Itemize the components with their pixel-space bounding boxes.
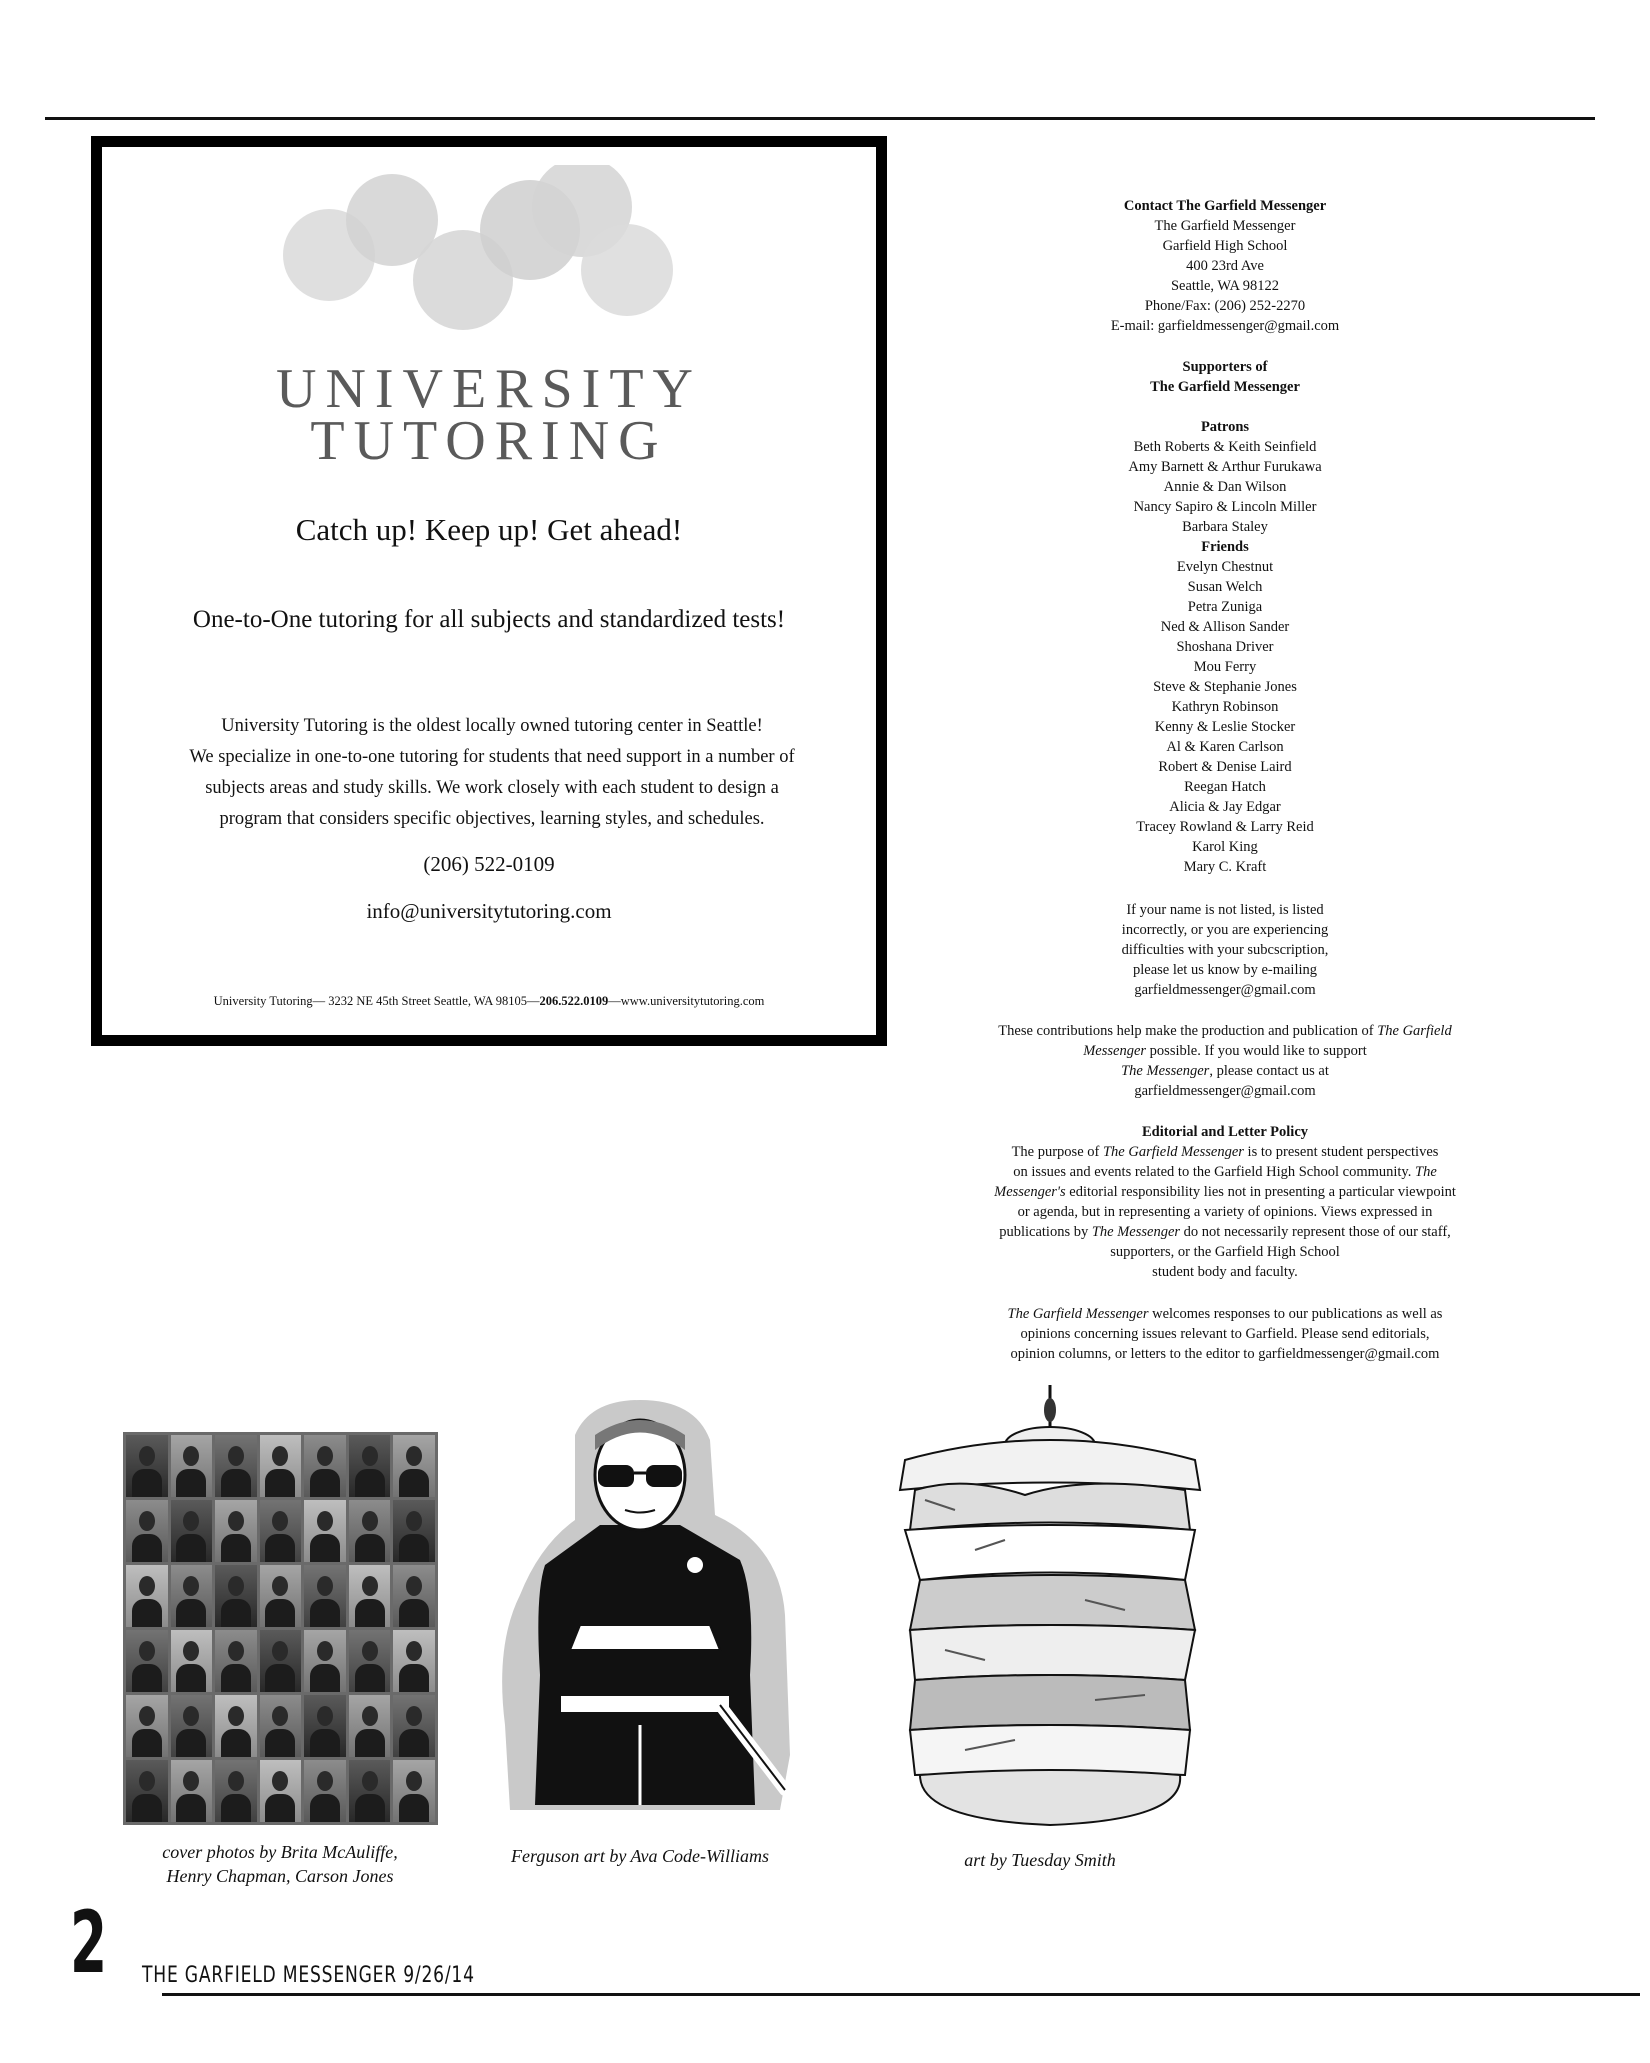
collage-person-silhouette [139, 1771, 155, 1791]
friend-name: Kathryn Robinson [1171, 699, 1279, 715]
collage-person-silhouette [228, 1641, 244, 1661]
collage-person-silhouette [317, 1771, 333, 1791]
collage-photo-tile [304, 1695, 346, 1757]
collage-photo-tile [260, 1435, 302, 1497]
collage-person-silhouette [132, 1664, 162, 1692]
collage-person-silhouette [183, 1511, 199, 1531]
collage-photo-tile [171, 1760, 213, 1822]
collage-person-silhouette [139, 1706, 155, 1726]
collage-photo-tile [171, 1435, 213, 1497]
collage-person-silhouette [362, 1576, 378, 1596]
collage-photo-tile [349, 1565, 391, 1627]
patron-name: Barbara Staley [1182, 519, 1268, 535]
collage-person-silhouette [221, 1469, 251, 1497]
sandwich-caption: art by Tuesday Smith [964, 1850, 1116, 1870]
patron-name: Annie & Dan Wilson [1163, 479, 1287, 495]
notice-line: please let us know by e-mailing [1132, 962, 1318, 978]
contact-line: Seattle, WA 98122 [1170, 278, 1280, 294]
collage-person-silhouette [406, 1771, 422, 1791]
collage-person-silhouette [310, 1729, 340, 1757]
supporters-block [940, 357, 1510, 877]
collage-photo-tile [171, 1630, 213, 1692]
collage-person-silhouette [176, 1794, 206, 1822]
collage-photo-tile [215, 1630, 257, 1692]
friend-name: Susan Welch [1187, 579, 1263, 595]
ad-logo-line-2: TUTORING [310, 410, 668, 472]
collage-photo-tile [215, 1565, 257, 1627]
collage-person-silhouette [399, 1534, 429, 1562]
collage-photo-tile [215, 1500, 257, 1562]
collage-photo-tile [304, 1500, 346, 1562]
friend-name: Reegan Hatch [1184, 779, 1266, 795]
collage-person-silhouette [362, 1446, 378, 1466]
patron-name: Beth Roberts & Keith Seinfield [1133, 439, 1317, 455]
collage-photo-tile [393, 1565, 435, 1627]
ad-footer-phone: 206.522.0109 [539, 994, 609, 1008]
policy-text: or agenda, but in representing a variety of opinions. Views expressed in [1017, 1204, 1433, 1220]
collage-photo-tile [304, 1630, 346, 1692]
collage-person-silhouette [265, 1794, 295, 1822]
photo-caption-line: cover photos by Brita McAuliffe, [162, 1842, 398, 1862]
collage-person-silhouette [272, 1771, 288, 1791]
collage-person-silhouette [221, 1729, 251, 1757]
ad-footer-address: University Tutoring— 3232 NE 45th Street Seattle, WA 98105— [213, 994, 540, 1008]
collage-person-silhouette [139, 1511, 155, 1531]
collage-person-silhouette [355, 1599, 385, 1627]
running-head: THE GARFIELD MESSENGER 9/26/14 [142, 1963, 475, 1988]
collage-photo-tile [126, 1500, 168, 1562]
collage-photo-tile [349, 1500, 391, 1562]
photo-caption-line: Henry Chapman, Carson Jones [166, 1866, 394, 1886]
university-tutoring-ad [91, 136, 887, 1046]
collage-person-silhouette [317, 1641, 333, 1661]
ferguson-officer-illustration [480, 1395, 800, 1815]
policy-text: student body and faculty. [1152, 1264, 1298, 1280]
ad-logo-line-1: UNIVERSITY [276, 358, 702, 420]
collage-person-silhouette [399, 1664, 429, 1692]
collage-person-silhouette [362, 1511, 378, 1531]
collage-photo-tile [393, 1435, 435, 1497]
welcome-italic: The Garfield Messenger [1007, 1306, 1149, 1322]
contrib-italic: The Garfield [1377, 1023, 1452, 1039]
collage-photo-tile [260, 1760, 302, 1822]
ad-footer-website: —www.universitytutoring.com [608, 994, 765, 1008]
collage-person-silhouette [228, 1511, 244, 1531]
collage-person-silhouette [272, 1511, 288, 1531]
contributions-block [920, 1021, 1530, 1101]
contrib-text: These contributions help make the production and publication of [998, 1023, 1378, 1039]
collage-person-silhouette [317, 1576, 333, 1596]
policy-italic: Messenger's [994, 1184, 1066, 1200]
notice-line: garfieldmessenger@gmail.com [1134, 982, 1316, 998]
collage-person-silhouette [176, 1729, 206, 1757]
collage-person-silhouette [406, 1576, 422, 1596]
collage-person-silhouette [362, 1641, 378, 1661]
editorial-policy [920, 1122, 1530, 1282]
collage-person-silhouette [176, 1664, 206, 1692]
contact-line: Garfield High School [1162, 238, 1288, 254]
collage-photo-tile [171, 1565, 213, 1627]
collage-photo-tile [393, 1695, 435, 1757]
collage-person-silhouette [221, 1599, 251, 1627]
collage-photo-tile [393, 1630, 435, 1692]
collage-person-silhouette [272, 1641, 288, 1661]
friend-name: Kenny & Leslie Stocker [1154, 719, 1296, 735]
collage-person-silhouette [132, 1794, 162, 1822]
collage-photo-tile [126, 1630, 168, 1692]
collage-person-silhouette [406, 1641, 422, 1661]
friend-name: Al & Karen Carlson [1166, 739, 1284, 755]
contact-line: Phone/Fax: (206) 252-2270 [1144, 298, 1306, 314]
collage-photo-tile [126, 1760, 168, 1822]
collage-person-silhouette [265, 1729, 295, 1757]
collage-person-silhouette [362, 1771, 378, 1791]
collage-person-silhouette [310, 1534, 340, 1562]
collage-photo-tile [349, 1630, 391, 1692]
page-number: 2 [70, 1893, 108, 1993]
collage-photo-tile [171, 1500, 213, 1562]
collage-person-silhouette [399, 1469, 429, 1497]
subscription-notice [940, 900, 1510, 1000]
policy-text: do not necessarily represent those of our staff, [1180, 1224, 1451, 1240]
friend-name: Shoshana Driver [1176, 639, 1274, 655]
friend-name: Alicia & Jay Edgar [1169, 799, 1281, 815]
supporters-heading: The Garfield Messenger [1150, 379, 1300, 395]
collage-photo-tile [349, 1695, 391, 1757]
collage-person-silhouette [317, 1511, 333, 1531]
collage-person-silhouette [272, 1706, 288, 1726]
collage-person-silhouette [228, 1771, 244, 1791]
ad-body-line: subjects areas and study skills. We work closely with each student to design a [205, 778, 779, 798]
contact-block [940, 196, 1510, 336]
collage-photo-tile [260, 1695, 302, 1757]
welcome-text: welcomes responses to our publications as well as [1148, 1306, 1443, 1322]
collage-person-silhouette [265, 1599, 295, 1627]
collage-person-silhouette [183, 1641, 199, 1661]
top-rule [45, 117, 1595, 120]
collage-person-silhouette [317, 1706, 333, 1726]
collage-photo-tile [349, 1760, 391, 1822]
contact-heading: Contact The Garfield Messenger [1123, 198, 1327, 214]
collage-person-silhouette [310, 1794, 340, 1822]
collage-person-silhouette [362, 1706, 378, 1726]
collage-person-silhouette [406, 1446, 422, 1466]
contact-line: The Garfield Messenger [1154, 218, 1296, 234]
photo-caption [110, 1840, 450, 1888]
policy-heading: Editorial and Letter Policy [1141, 1124, 1309, 1140]
collage-photo-tile [304, 1565, 346, 1627]
collage-person-silhouette [132, 1534, 162, 1562]
ad-footer [102, 994, 876, 1009]
cover-photo-collage [123, 1432, 438, 1825]
collage-person-silhouette [310, 1664, 340, 1692]
collage-person-silhouette [183, 1446, 199, 1466]
ad-slogan: Catch up! Keep up! Get ahead! [295, 512, 683, 547]
ad-body-line: We specialize in one-to-one tutoring for students that need support in a number of [189, 747, 795, 767]
welcome-text: opinions concerning issues relevant to Garfield. Please send editorials, [1020, 1326, 1430, 1342]
policy-text: on issues and events related to the Garfield High School community. [1013, 1164, 1415, 1180]
collage-person-silhouette [183, 1706, 199, 1726]
friends-heading: Friends [1201, 539, 1249, 555]
collage-person-silhouette [221, 1664, 251, 1692]
contrib-italic: Messenger [1083, 1043, 1147, 1059]
collage-photo-tile [126, 1695, 168, 1757]
contrib-text: , please contact us at [1209, 1063, 1329, 1079]
collage-photo-tile [215, 1435, 257, 1497]
collage-person-silhouette [183, 1771, 199, 1791]
friend-name: Karol King [1192, 839, 1258, 855]
policy-text: The purpose of [1011, 1144, 1103, 1160]
collage-person-silhouette [265, 1664, 295, 1692]
collage-person-silhouette [272, 1446, 288, 1466]
contact-line: 400 23rd Ave [1186, 258, 1264, 274]
bottom-rule [162, 1993, 1640, 1996]
collage-person-silhouette [355, 1534, 385, 1562]
collage-person-silhouette [399, 1729, 429, 1757]
collage-person-silhouette [176, 1469, 206, 1497]
collage-photo-tile [126, 1565, 168, 1627]
collage-person-silhouette [183, 1576, 199, 1596]
collage-person-silhouette [221, 1534, 251, 1562]
patron-name: Nancy Sapiro & Lincoln Miller [1133, 499, 1317, 515]
collage-person-silhouette [228, 1446, 244, 1466]
collage-photo-tile [304, 1760, 346, 1822]
collage-person-silhouette [221, 1794, 251, 1822]
collage-person-silhouette [406, 1511, 422, 1531]
collage-photo-tile [349, 1435, 391, 1497]
collage-person-silhouette [310, 1599, 340, 1627]
policy-text: publications by [999, 1224, 1092, 1240]
welcome-text: opinion columns, or letters to the editor to garfieldmessenger@gmail.com [1010, 1346, 1440, 1362]
collage-photo-tile [393, 1500, 435, 1562]
collage-person-silhouette [132, 1469, 162, 1497]
supporters-heading: Supporters of [1182, 359, 1268, 375]
friend-name: Mou Ferry [1193, 659, 1257, 675]
patrons-heading: Patrons [1200, 419, 1250, 435]
collage-person-silhouette [272, 1576, 288, 1596]
friend-name: Robert & Denise Laird [1158, 759, 1292, 775]
collage-person-silhouette [355, 1664, 385, 1692]
ad-body-line: program that considers specific objectives, learning styles, and schedules. [219, 809, 765, 829]
policy-italic: The Messenger [1091, 1224, 1181, 1240]
contrib-italic: The Messenger [1121, 1063, 1210, 1079]
patron-name: Amy Barnett & Arthur Furukawa [1128, 459, 1322, 475]
contrib-email: garfieldmessenger@gmail.com [1134, 1083, 1316, 1099]
policy-italic: The [1415, 1164, 1437, 1180]
policy-text: is to present student perspectives [1243, 1144, 1439, 1160]
welcome-block [920, 1304, 1530, 1364]
friend-name: Mary C. Kraft [1183, 859, 1267, 875]
friend-name: Tracey Rowland & Larry Reid [1136, 819, 1314, 835]
collage-person-silhouette [132, 1599, 162, 1627]
collage-person-silhouette [355, 1469, 385, 1497]
notice-line: If your name is not listed, is listed [1126, 902, 1324, 918]
collage-person-silhouette [310, 1469, 340, 1497]
collage-person-silhouette [132, 1729, 162, 1757]
collage-photo-tile [393, 1760, 435, 1822]
notice-line: incorrectly, or you are experiencing [1121, 922, 1329, 938]
ad-email: info@universitytutoring.com [366, 899, 612, 923]
collage-person-silhouette [228, 1576, 244, 1596]
collage-person-silhouette [139, 1446, 155, 1466]
logo-bubbles-icon [267, 165, 717, 345]
collage-photo-tile [260, 1565, 302, 1627]
policy-italic: The Garfield Messenger [1102, 1144, 1244, 1160]
ad-subheading: One-to-One tutoring for all subjects and standardized tests! [192, 606, 786, 633]
collage-person-silhouette [399, 1599, 429, 1627]
contact-line: E-mail: garfieldmessenger@gmail.com [1110, 318, 1340, 334]
collage-person-silhouette [317, 1446, 333, 1466]
collage-photo-tile [171, 1695, 213, 1757]
collage-photo-tile [260, 1500, 302, 1562]
collage-person-silhouette [399, 1794, 429, 1822]
collage-person-silhouette [176, 1599, 206, 1627]
policy-text: editorial responsibility lies not in presenting a particular viewpoint [1065, 1184, 1456, 1200]
ad-phone: (206) 522-0109 [423, 852, 555, 876]
collage-photo-tile [126, 1435, 168, 1497]
collage-person-silhouette [355, 1794, 385, 1822]
friend-name: Ned & Allison Sander [1160, 619, 1290, 635]
collage-photo-tile [260, 1630, 302, 1692]
contrib-text: possible. If you would like to support [1146, 1043, 1367, 1059]
ad-body-line: University Tutoring is the oldest locally owned tutoring center in Seattle! [221, 716, 763, 736]
collage-person-silhouette [139, 1641, 155, 1661]
collage-person-silhouette [139, 1576, 155, 1596]
collage-person-silhouette [355, 1729, 385, 1757]
ad-body [142, 711, 842, 835]
collage-person-silhouette [228, 1706, 244, 1726]
friend-name: Petra Zuniga [1187, 599, 1263, 615]
collage-person-silhouette [176, 1534, 206, 1562]
friend-name: Steve & Stephanie Jones [1153, 679, 1297, 695]
collage-photo-tile [215, 1695, 257, 1757]
tall-sandwich-illustration [885, 1380, 1215, 1830]
collage-person-silhouette [265, 1534, 295, 1562]
collage-photo-tile [215, 1760, 257, 1822]
collage-person-silhouette [265, 1469, 295, 1497]
collage-photo-tile [304, 1435, 346, 1497]
ferguson-caption: Ferguson art by Ava Code-Williams [511, 1846, 769, 1866]
policy-text: supporters, or the Garfield High School [1110, 1244, 1340, 1260]
friend-name: Evelyn Chestnut [1176, 559, 1274, 575]
collage-person-silhouette [406, 1706, 422, 1726]
notice-line: difficulties with your subcscription, [1121, 942, 1329, 958]
